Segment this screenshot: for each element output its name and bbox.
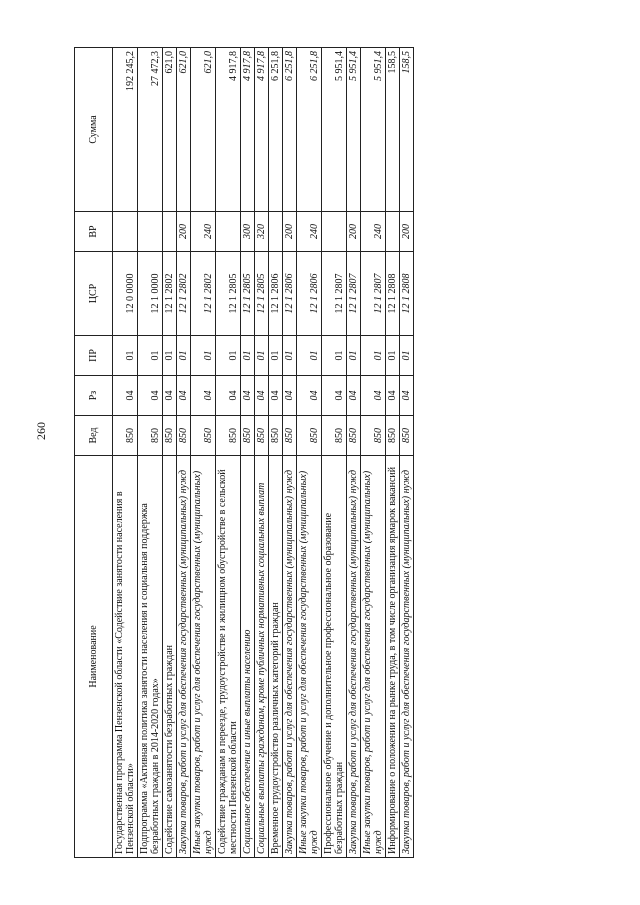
table-row bbox=[138, 48, 163, 858]
row-sum: 4 917,8 bbox=[241, 48, 255, 212]
row-ved: 850 bbox=[361, 416, 386, 456]
row-ved: 850 bbox=[241, 416, 255, 456]
row-name: Информирование о положении на рынке труда, в том числе организация ярмарок вакансий bbox=[386, 456, 400, 858]
row-csr: 12 1 0000 bbox=[138, 252, 163, 336]
table-row bbox=[347, 48, 361, 858]
budget-table bbox=[74, 47, 414, 858]
row-csr: 12 1 2806 bbox=[283, 252, 297, 336]
row-name: Иные закупки товаров, работ и услуг для обеспечения государственных (муниципальных) нужд bbox=[191, 456, 216, 858]
header-csr: ЦСР bbox=[75, 252, 113, 336]
row-csr: 12 1 2808 bbox=[400, 252, 414, 336]
row-pr: 01 bbox=[400, 336, 414, 376]
row-rz: 04 bbox=[297, 376, 322, 416]
table-row bbox=[163, 48, 177, 858]
row-rz: 04 bbox=[322, 376, 347, 416]
row-rz: 04 bbox=[241, 376, 255, 416]
header-sum: Сумма bbox=[75, 48, 113, 212]
row-vr bbox=[138, 212, 163, 252]
row-name: Временное трудоустройство различных категорий граждан bbox=[269, 456, 283, 858]
table-row bbox=[255, 48, 269, 858]
row-sum: 158,5 bbox=[400, 48, 414, 212]
row-csr: 12 1 2808 bbox=[386, 252, 400, 336]
row-rz: 04 bbox=[191, 376, 216, 416]
row-vr bbox=[386, 212, 400, 252]
row-sum: 621,0 bbox=[177, 48, 191, 212]
row-ved: 850 bbox=[400, 416, 414, 456]
row-sum: 4 917,8 bbox=[216, 48, 241, 212]
row-pr: 01 bbox=[138, 336, 163, 376]
row-pr: 01 bbox=[255, 336, 269, 376]
row-pr: 01 bbox=[361, 336, 386, 376]
row-sum: 5 951,4 bbox=[361, 48, 386, 212]
row-csr: 12 1 2806 bbox=[297, 252, 322, 336]
row-vr: 200 bbox=[283, 212, 297, 252]
row-name: Иные закупки товаров, работ и услуг для обеспечения государственных (муниципальных) нужд bbox=[361, 456, 386, 858]
header-name: Наименование bbox=[75, 456, 113, 858]
row-csr: 12 1 2805 bbox=[241, 252, 255, 336]
table-row bbox=[113, 48, 138, 858]
row-csr: 12 1 2802 bbox=[177, 252, 191, 336]
row-ved: 850 bbox=[113, 416, 138, 456]
table-row bbox=[191, 48, 216, 858]
row-rz: 04 bbox=[386, 376, 400, 416]
row-ved: 850 bbox=[269, 416, 283, 456]
row-csr: 12 1 2807 bbox=[347, 252, 361, 336]
row-name: Закупка товаров, работ и услуг для обеспечения государственных (муниципальных) нужд bbox=[283, 456, 297, 858]
row-name: Государственная программа Пензенской области «Содействие занятости населения в Пензенской области» bbox=[113, 456, 138, 858]
row-pr: 01 bbox=[347, 336, 361, 376]
row-sum: 5 951,4 bbox=[322, 48, 347, 212]
row-csr: 12 1 2802 bbox=[163, 252, 177, 336]
row-vr: 300 bbox=[241, 212, 255, 252]
table-row bbox=[241, 48, 255, 858]
row-csr: 12 1 2805 bbox=[216, 252, 241, 336]
header-ved: Вед bbox=[75, 416, 113, 456]
row-pr: 01 bbox=[163, 336, 177, 376]
row-sum: 621,0 bbox=[191, 48, 216, 212]
header-vr: ВР bbox=[75, 212, 113, 252]
row-csr: 12 1 2807 bbox=[361, 252, 386, 336]
row-pr: 01 bbox=[216, 336, 241, 376]
table-row bbox=[297, 48, 322, 858]
row-ved: 850 bbox=[191, 416, 216, 456]
row-pr: 01 bbox=[322, 336, 347, 376]
header-pr: ПР bbox=[75, 336, 113, 376]
row-sum: 158,5 bbox=[386, 48, 400, 212]
row-vr bbox=[269, 212, 283, 252]
row-vr bbox=[113, 212, 138, 252]
row-vr bbox=[322, 212, 347, 252]
row-rz: 04 bbox=[269, 376, 283, 416]
row-vr: 200 bbox=[400, 212, 414, 252]
row-name: Профессиональное обучение и дополнительное профессиональное образование безработных граждан bbox=[322, 456, 347, 858]
row-vr: 200 bbox=[347, 212, 361, 252]
row-rz: 04 bbox=[283, 376, 297, 416]
row-csr: 12 1 2807 bbox=[322, 252, 347, 336]
row-pr: 01 bbox=[241, 336, 255, 376]
row-rz: 04 bbox=[113, 376, 138, 416]
row-pr: 01 bbox=[386, 336, 400, 376]
row-name: Закупка товаров, работ и услуг для обеспечения государственных (муниципальных) нужд bbox=[347, 456, 361, 858]
table-row bbox=[400, 48, 414, 858]
table-row bbox=[269, 48, 283, 858]
row-pr: 01 bbox=[269, 336, 283, 376]
row-vr: 320 bbox=[255, 212, 269, 252]
budget-table-container bbox=[74, 48, 619, 858]
row-name: Иные закупки товаров, работ и услуг для обеспечения государственных (муниципальных) нужд bbox=[297, 456, 322, 858]
table-row bbox=[322, 48, 347, 858]
row-sum: 6 251,8 bbox=[297, 48, 322, 212]
row-rz: 04 bbox=[177, 376, 191, 416]
row-sum: 4 917,8 bbox=[255, 48, 269, 212]
row-ved: 850 bbox=[283, 416, 297, 456]
row-sum: 621,0 bbox=[163, 48, 177, 212]
table-row bbox=[361, 48, 386, 858]
table-row bbox=[177, 48, 191, 858]
row-pr: 01 bbox=[297, 336, 322, 376]
row-vr: 240 bbox=[361, 212, 386, 252]
row-pr: 01 bbox=[177, 336, 191, 376]
row-pr: 01 bbox=[113, 336, 138, 376]
row-ved: 850 bbox=[163, 416, 177, 456]
table-row bbox=[216, 48, 241, 858]
row-name: Закупка товаров, работ и услуг для обеспечения государственных (муниципальных) нужд bbox=[400, 456, 414, 858]
page-number: 260 bbox=[34, 422, 48, 440]
table-row bbox=[283, 48, 297, 858]
row-name: Социальное обеспечение и иные выплаты населению bbox=[241, 456, 255, 858]
row-name: Содействие гражданам в переезде, трудоустройстве и жилищном обустройстве в сельской местности Пензенской области bbox=[216, 456, 241, 858]
header-rz: Рз bbox=[75, 376, 113, 416]
row-rz: 04 bbox=[216, 376, 241, 416]
row-name: Содействие самозанятости безработных граждан bbox=[163, 456, 177, 858]
row-rz: 04 bbox=[400, 376, 414, 416]
row-vr: 240 bbox=[297, 212, 322, 252]
row-csr: 12 1 2802 bbox=[191, 252, 216, 336]
row-ved: 850 bbox=[177, 416, 191, 456]
row-csr: 12 1 2805 bbox=[255, 252, 269, 336]
row-vr bbox=[163, 212, 177, 252]
row-rz: 04 bbox=[347, 376, 361, 416]
row-ved: 850 bbox=[386, 416, 400, 456]
row-pr: 01 bbox=[191, 336, 216, 376]
row-ved: 850 bbox=[297, 416, 322, 456]
row-ved: 850 bbox=[255, 416, 269, 456]
row-ved: 850 bbox=[138, 416, 163, 456]
row-rz: 04 bbox=[138, 376, 163, 416]
row-sum: 6 251,8 bbox=[283, 48, 297, 212]
table-header-row bbox=[75, 48, 113, 858]
row-sum: 27 472,3 bbox=[138, 48, 163, 212]
row-name: Закупка товаров, работ и услуг для обеспечения государственных (муниципальных) нужд bbox=[177, 456, 191, 858]
row-pr: 01 bbox=[283, 336, 297, 376]
row-ved: 850 bbox=[322, 416, 347, 456]
row-csr: 12 1 2806 bbox=[269, 252, 283, 336]
row-name: Социальные выплаты гражданам, кроме публичных нормативных социальных выплат bbox=[255, 456, 269, 858]
row-name: Подпрограмма «Активная политика занятости населения и социальная поддержка безработных граждан в 2014-2020 годах» bbox=[138, 456, 163, 858]
row-vr: 240 bbox=[191, 212, 216, 252]
row-sum: 6 251,8 bbox=[269, 48, 283, 212]
table-row bbox=[386, 48, 400, 858]
row-rz: 04 bbox=[163, 376, 177, 416]
row-csr: 12 0 0000 bbox=[113, 252, 138, 336]
row-sum: 192 245,2 bbox=[113, 48, 138, 212]
row-sum: 5 951,4 bbox=[347, 48, 361, 212]
row-rz: 04 bbox=[361, 376, 386, 416]
row-vr: 200 bbox=[177, 212, 191, 252]
row-vr bbox=[216, 212, 241, 252]
row-ved: 850 bbox=[216, 416, 241, 456]
row-ved: 850 bbox=[347, 416, 361, 456]
row-rz: 04 bbox=[255, 376, 269, 416]
